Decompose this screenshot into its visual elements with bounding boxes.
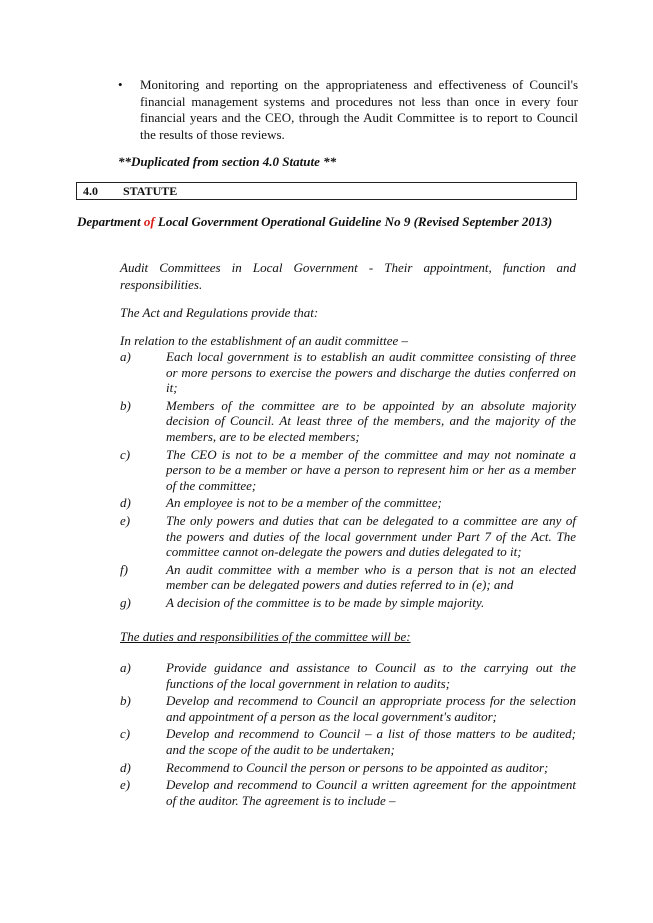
list-text: The CEO is not to be a member of the committee and may not nominate a person to be a member or have a person to represent him or her as a member of the committee; [166,446,576,493]
list-item [120,513,576,560]
list-text: An employee is not to be a member of the committee; [166,495,442,511]
list-letter: g) [120,594,131,610]
list-text: Develop and recommend to Council an appropriate process for the selection and appointment of a person as the local government's auditor; [166,693,576,724]
statute-title: STATUTE [123,184,178,198]
list-letter: c) [120,446,131,462]
list-letter: a) [120,660,131,675]
list-text: Develop and recommend to Council a written agreement for the appointment of the auditor. The agreement is to include – [166,777,576,808]
list-letter: c) [120,726,131,742]
duplicated-note: **Duplicated from section 4.0 Statute ** [118,154,337,169]
department-heading-part2: Local Government Operational Guideline No 9 (Revised September 2013) [154,214,553,229]
list-item [120,595,576,611]
list-text: Recommend to Council the person or persons to be appointed as auditor; [166,759,549,775]
list-text: An audit committee with a member who is a person that is not an elected member can be delegated powers and duties referred to in (e); and [166,561,576,593]
list-text: Develop and recommend to Council – a list of those matters to be audited; and the scope of the audit to be undertaken; [166,726,576,757]
list-item [120,398,576,445]
list-text: Members of the committee are to be appointed by an absolute majority decision of Council. At least three of the members, and the majority of the members, are to be elected members; [166,397,576,444]
list-letter: b) [120,693,131,709]
department-heading-red-word: of [143,214,155,229]
bullet-text: Monitoring and reporting on the appropriateness and effectiveness of Council's financial management systems and procedures not less than once in every four financial years and the CEO, through the Audit Committee is to report to Council the results of those reviews. [140,77,578,142]
list-text: The only powers and duties that can be delegated to a committee are any of the powers and duties of the local government under Part 7 of the Act. The committee cannot on-delegate the powers and duties delegated to it; [166,512,576,560]
department-heading [77,214,577,231]
list-text: A decision of the committee is to be made by simple majority. [166,594,485,610]
list-item [120,660,576,691]
list-item [120,777,576,808]
establishment-list [120,349,576,613]
intro-paragraph: Audit Committees in Local Government - Their appointment, function and responsibilities. [120,260,576,292]
bullet-dot: • [118,77,123,92]
list-item [120,447,576,494]
statute-number: 4.0 [83,184,98,198]
list-text: Each local government is to establish an audit committee consisting of three or more persons to exercise the powers and discharge the duties conferred on it; [166,349,576,396]
duties-list [120,660,576,810]
list-item [120,495,576,511]
list-item [120,562,576,593]
list-item [120,693,576,724]
list-letter: e) [120,512,131,528]
list-letter: d) [120,759,131,775]
list-text: Provide guidance and assistance to Council as to the carrying out the functions of the local government in relation to audits; [166,660,576,691]
list-letter: b) [120,397,131,413]
list-letter: f) [120,561,128,577]
list-item [120,760,576,776]
list-item [120,726,576,757]
establishment-intro: In relation to the establishment of an audit committee – [120,333,409,348]
list-letter: a) [120,349,131,364]
list-item [120,349,576,396]
department-heading-part1: Department [77,214,144,229]
list-letter: e) [120,777,131,793]
statute-heading-box [76,182,577,200]
act-regulations-paragraph: The Act and Regulations provide that: [120,305,319,320]
list-letter: d) [120,495,131,511]
duties-heading: The duties and responsibilities of the committee will be: [120,629,411,644]
